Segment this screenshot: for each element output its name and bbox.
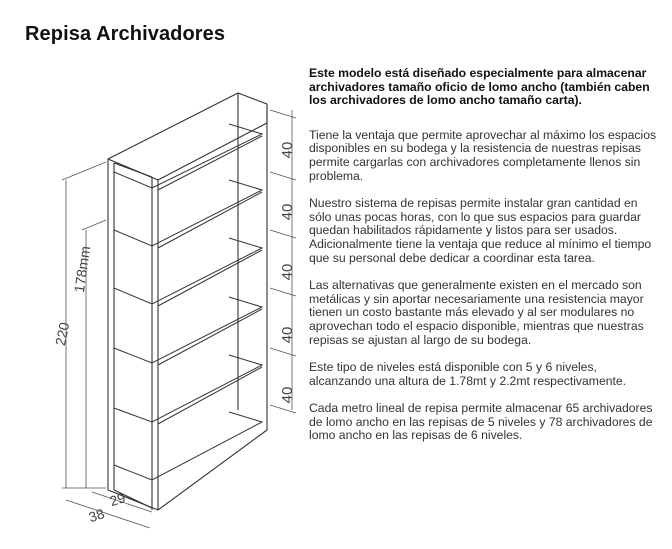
dim-height-5-levels: 178mm — [70, 245, 94, 294]
dim-spacing-5: 40 — [279, 386, 296, 404]
dim-depth-outer: 38 — [86, 505, 107, 526]
paragraph-installation: Nuestro sistema de repisas permite instalar gran cantidad en sólo unas pocas horas, con lo que sus espacios para guardar quedan habilitados rápidamente y listos para ser usados. Adicionalmente tiene la ventaja que reduce al mínimo el tiempo que su personal debe dedicar a coordinar esta tarea. — [309, 196, 652, 265]
dim-spacing-2: 40 — [279, 203, 296, 221]
paragraph-alternatives: Las alternativas que generalmente existen en el mercado son metálicas y sin aportar necesariamente una resistencia mayor tienen un costo bastante más elevado y al ser modulares no aprovechan todo el espacio disponible, mientras que nuestras repisas se ajustan al largo de su bodega. — [309, 278, 644, 347]
dim-spacing-3: 40 — [279, 263, 296, 281]
description-text — [309, 67, 659, 457]
intro-paragraph: Este modelo está diseñado especialmente para almacenar archivadores tamaño oficio de lomo ancho (también caben los archivadores de lomo ancho tamaño carta). — [309, 66, 650, 108]
paragraph-levels: Este tipo de niveles está disponible con 5 y 6 niveles, alcanzando una altura de 1.78mt y 2.2mt respectivamente. — [309, 360, 627, 388]
dim-spacing-1: 40 — [279, 141, 296, 159]
shelf-diagram — [30, 80, 305, 535]
dim-depth-inner: 29 — [107, 489, 128, 510]
dim-spacing-4: 40 — [279, 326, 296, 344]
paragraph-advantage: Tiene la ventaja que permite aprovechar al máximo los espacios disponibles en su bodega y la resistencia de nuestras repisas permite cargarlas con archivadores completamente llenos sin problema. — [309, 127, 657, 183]
paragraph-capacity: Cada metro lineal de repisa permite almacenar 65 archivadores de lomo ancho en las repisas de 5 niveles y 78 archivadores de lomo ancho en las repisas de 6 niveles. — [309, 401, 653, 443]
page-title: Repisa Archivadores — [25, 23, 226, 45]
shelf-levels — [114, 124, 262, 480]
dim-total-height: 220 — [51, 320, 73, 348]
